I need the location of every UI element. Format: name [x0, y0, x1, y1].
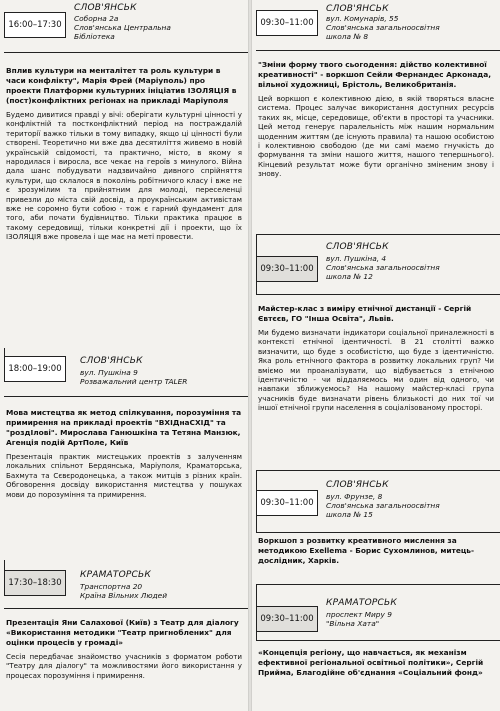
event-city: КРАМАТОРСЬК — [326, 598, 397, 608]
event-address: проспект Миру 9 "Вільна Хата" — [326, 610, 392, 628]
divider — [4, 396, 248, 397]
event-address: вул. Пушкіна, 4 Слов'янська загальноосвітня школа № 12 — [326, 254, 440, 281]
event-description: Будемо дивитися правді у вічі: оберігати культурні цінності у конфліктній та постконфліктний період на постраждалій території важко тільки в тому випадку, якщо ці цінності були створені. Теоретично ми вже два десятиліття живемо в новій українській свідомості, та практично, місто, в якому я народилася і виросла, все чекає на героїв з минулого. Війна дала шанс побудувати надзвичайно дивного спрійняття культури, що склалося в поколінь робітничого класу і вже не є зрозумілим та прийнятним для молоді, переселенці привезли до міста свій досвід, а проукраїнським активістам вже не соромно бути собою - тож є гарний фундамент для того, аби почати будівництво. Тільки практика працює в такому середовищі, тільки конкретні дії і проекти, що їх ІЗОЛЯЦІЯ вже провела і ще має на меті провести. — [6, 110, 242, 242]
event-time: 09:30–11:00 — [256, 606, 318, 632]
event-description: Ми будемо визначати індикатори соціальної приналежності в контексті етнічної ідентичності. В 21 столітті важко визначити, що буде з особистістю, що буде з ідентичністю. Яка роль етнічного фактора в розвитку локальних груп? Чи вміємо ми проаналізувати, що відбувається з етнічною ідентичністю - чи віддаляємось ми один від одного, чи навпаки зближуємось? На нашому майстер-класі група учасників буде визначати рівень близькості до них тої чи іншої етнічної групи населення в соціалізованому просторі. — [258, 328, 494, 413]
event-title: Мова мистецтва як метод спілкування, порозуміння та примирення на прикладі проектів "ВХІДнаСХІД" та "роздІлові". Мирослава Ганюшкіна та Тетяна Манзюк, Агенція подій АртПоле, Київ — [6, 408, 242, 447]
divider — [4, 52, 248, 53]
event-block — [252, 0, 500, 179]
event-title: Майстер-клас з виміру етнічної дистанції - Сергій Євтєєв, ГО "Інша Освіта", Львів. — [258, 304, 472, 323]
event-address: вул. Пушкіна 9 Розважальний центр TALER — [80, 368, 188, 386]
event-block — [0, 560, 248, 680]
event-city: СЛОВ'ЯНСЬК — [80, 356, 143, 366]
event-address: Транспортна 20 Країна Вільних Людей — [80, 582, 168, 600]
divider — [256, 532, 500, 533]
event-title: Презентація Яни Салахової (Київ) з Театр для діалогу «Використання методики "Театр пригноблених" для оцінки процесів у громаді» — [6, 618, 239, 647]
event-block — [252, 470, 500, 566]
event-description: Цей воркшоп є колективною дією, в якій творяться власне система. Процес залучає використання доступних ресурсів таких як, місце, середовище, об'єкти в просторі та учасники. Цей метод генерує паралельність між нашим нормальним щоденним життям (де існують правила) та нашою особистою і колективною свободою (де ми самі маємо гнучкість до формування та зміни нашого життя, нашого тепершнього). Кінцевий результат може бути органічно зміненим знову і знову. — [258, 94, 494, 179]
event-time: 09:30–11:00 — [256, 256, 318, 282]
event-title: Воркшоп з розвитку креативного мислення за методикою Exellema - Борис Сухомлинов, митець-дослідник, Харків. — [258, 536, 475, 565]
event-city: КРАМАТОРСЬК — [80, 570, 151, 580]
event-description: Презентація практик мистецьких проектів з залученням локальних спільнот Бердянська, Маріуполя, Краматорська, Бахмута та Сєвєродонецька, а також митців з різних країн. Обговорення досвіду використання мистецтва у пошуках мови до порозуміння та примирення. — [6, 452, 242, 499]
event-title: Вплив культури на менталітет та роль культури в часи конфлікту", Марія Фрей (Маріуполь) про проекти Платформи культурних ініціатив ІЗОЛЯЦІЯ в (пост)конфліктних регіонах на прикладі Маріуполя — [6, 66, 237, 105]
event-address: вул. Комунарів, 55 Слов'янська загальноосвітня школа № 8 — [326, 14, 440, 41]
left-page — [0, 0, 248, 711]
divider — [256, 640, 500, 641]
event-city: СЛОВ'ЯНСЬК — [326, 4, 389, 14]
event-title: "Зміни форму твого сьогодення: дійство колективної креативності" - воркшоп Сейли Фернандес Арконада, вільної художниці, Брістоль, Великобританія. — [258, 60, 492, 89]
event-block — [252, 234, 500, 413]
divider — [256, 294, 500, 295]
divider — [256, 50, 500, 51]
event-time: 16:00–17:30 — [4, 12, 66, 38]
event-description: Сесія передбачає знайомство учасників з форматом роботи "Театру для діалогу" та можливостями його використання у процесах порозуміння і примирення. — [6, 652, 242, 680]
event-city: СЛОВ'ЯНСЬК — [74, 3, 137, 13]
event-title: «Концепція регіону, що навчається, як механізм ефективної регіональної освітньої політики», Сергій Прийма, Благодійне об'єднання «Соціальний фонд» — [258, 648, 484, 677]
event-city: СЛОВ'ЯНСЬК — [326, 480, 389, 490]
event-address: Соборна 2а Слов'янська Центральна Бібліотека — [74, 14, 171, 41]
right-page — [252, 0, 500, 711]
event-block — [252, 584, 500, 678]
event-time: 17:30–18:30 — [4, 570, 66, 596]
event-city: СЛОВ'ЯНСЬК — [326, 242, 389, 252]
event-time: 09:30–11:00 — [256, 490, 318, 516]
event-block — [0, 0, 248, 242]
event-address: вул. Фрунзе, 8 Слов'янська загальноосвітня школа № 15 — [326, 492, 440, 519]
event-block — [0, 348, 248, 499]
event-time: 18:00–19:00 — [4, 356, 66, 382]
divider — [4, 608, 248, 609]
event-time: 09:30–11:00 — [256, 10, 318, 36]
